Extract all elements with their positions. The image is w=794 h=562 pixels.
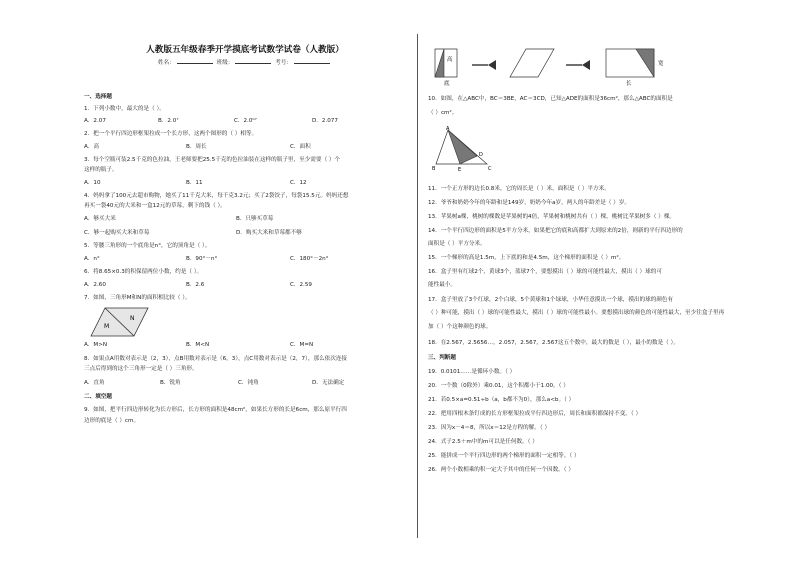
q1-option-d[interactable]: D．2.077 (312, 118, 338, 124)
section-judge-heading: 三、判断题 (428, 355, 456, 361)
q10-line2: （ ）cm²。 (428, 110, 458, 116)
q10-triangle-figure (432, 126, 492, 172)
q6-option-a[interactable]: A．2.60 (84, 282, 106, 288)
q4-stem: 4．妈妈拿了100元去超市购物，她买了11千克大米，每千克3.2元；买了2袋饺子，每袋15.5元。妈妈还想 (84, 193, 349, 199)
q13: 13．苹果树a棵，桃树的棵数是苹果树的4倍，苹果树和桃树共有（ ）棵，桃树比苹果树多（ ）棵。 (428, 214, 676, 220)
q9-line2: 边形的底是（ ）cm。 (84, 418, 140, 424)
q19: 19．0.0101……是循环小数。（ ） (428, 369, 516, 375)
q25: 25．能拼成一个平行四边形的两个梯形的面积一定相等。（ ） (428, 453, 580, 459)
q14-line1: 14．一个平行四边形的面积是5平方分米，如果把它的底和高都扩大到原来的2倍，则新的平行四边形的 (428, 228, 683, 234)
q8-option-b[interactable]: B．锐角 (160, 380, 181, 386)
q5-stem: 5．等腰三角形的一个底角是n°，它的顶角是（ ）。 (84, 243, 211, 249)
id-label: 考号： (275, 60, 292, 66)
q9-label-height: 高 (447, 57, 453, 63)
q4-option-c[interactable]: C．够一起购买大米和草莓 (84, 230, 150, 236)
q26: 26．两个小数相乘的积一定大于其中的任何一个因数。（ ） (428, 467, 574, 473)
q10-label-c: C (488, 166, 492, 172)
q17-line2: （ ）种可能，摸出（ ）球的可能性最大，摸出（ ）球的可能性最小。要想摸出球的颜色的可能性最大，至少往盒子里再 (428, 310, 725, 316)
q9-arrow-head-2 (582, 60, 590, 70)
q10-label-d: D (479, 152, 483, 158)
student-info-line (84, 58, 406, 66)
id-blank[interactable] (294, 58, 330, 64)
q7-label-m: M (104, 323, 110, 330)
q1-option-c[interactable]: C．2.0⁰⁷ (234, 118, 257, 124)
q4-option-d[interactable]: D．购买大米和草莓都不够 (236, 230, 302, 236)
q2-option-a[interactable]: A．高 (84, 144, 100, 150)
q2-stem: 2．把一个平行四边形框架拉成一个长方形，这两个图形的（ ）相等。 (84, 131, 258, 137)
q9-parallelogram-mid (510, 49, 554, 77)
q9-figure (430, 47, 680, 87)
q8-stem: 8．如果点A用数对表示是（2，3），点B用数对表示是（6，3），点C用数对表示是（2，7），那么依次连接 (84, 356, 348, 362)
name-blank[interactable] (177, 58, 213, 64)
q8-option-d[interactable]: D．无法确定 (312, 380, 345, 386)
q1-option-a[interactable]: A．2.07 (84, 118, 106, 124)
q3-option-c[interactable]: C．12 (290, 180, 307, 186)
q4-option-a[interactable]: A．够买大米 (84, 216, 116, 222)
q22: 22．把用四根木条钉成的长方形框架拉成平行四边形后，周长和面积都保持不变。（ ） (428, 411, 642, 417)
q10-label-b: B (432, 166, 436, 172)
q11: 11．一个正方形的边长0.8米，它的周长是（ ）米，面积是（ ）平方米。 (428, 186, 610, 192)
q5-option-b[interactable]: B．90°－n° (186, 256, 218, 262)
q10-label-e: E (458, 167, 462, 172)
q8-option-a[interactable]: A．直角 (84, 380, 105, 386)
class-blank[interactable] (235, 58, 271, 64)
q10-label-a: A (446, 126, 450, 132)
q6-stem: 6．将8.65×0.3的积保留两位小数，约是（ ）。 (84, 269, 203, 275)
q9-line1: 9．如图，把平行四边形转化为长方形后，长方形的面积是48cm²，如果长方形的长是6cm，那么原平行四 (84, 407, 347, 413)
q3-option-b[interactable]: B．11 (186, 180, 203, 186)
page-title: 人教版五年级春季开学摸底考试数学试卷（人教版） (146, 45, 344, 55)
q9-arrow-head-1 (488, 60, 496, 70)
q7-triangle-figure (90, 306, 150, 338)
q16-line2: 能性最小。 (428, 282, 456, 288)
q9-label-base: 底 (444, 81, 450, 87)
q1-option-b[interactable]: B．2.0⁷ (158, 118, 179, 124)
q7-option-a[interactable]: A．M>N (84, 342, 108, 348)
q5-option-a[interactable]: A．n° (84, 256, 100, 262)
q2-option-c[interactable]: C．面积 (290, 144, 311, 150)
column-divider (417, 34, 418, 538)
q1-stem: 1．下列小数中，最大的是（ ）。 (84, 106, 165, 112)
q7-option-c[interactable]: C．M=N (290, 342, 314, 348)
q18: 18．在2.567，2.5656…，2.057，2.56̇7̇，2.5̇6̇7̇这五个数中，最大的数是（ ），最小的数是（ ）。 (428, 340, 679, 346)
q3-option-a[interactable]: A．10 (84, 180, 101, 186)
q17-line3: 加（ ）个这种颜色的球。 (428, 324, 492, 330)
q8-option-c[interactable]: C．钝角 (238, 380, 259, 386)
q17-line1: 17．盒子里放了3个红球，2个白球，5个黄球和1个绿球，小华任意摸出一个球，摸出的球的颜色有 (428, 297, 674, 303)
section-choice-heading: 一、选择题 (84, 94, 112, 100)
q4-option-b[interactable]: B．只够买草莓 (236, 216, 274, 222)
q8-stem-cont: 三点后得到的这个三角形一定是（ ）三角形。 (84, 366, 198, 372)
section-fill-heading: 二、填空题 (84, 394, 112, 400)
q20: 20．一个数（0除外）乘0.01，这个积都小于1.00。（ ） (428, 383, 569, 389)
q6-option-b[interactable]: B．2.6 (186, 282, 205, 288)
q15: 15．一个梯形的高是1.5m，上下底的和是4.5m，这个梯形的面积是（ ）m²。 (428, 255, 625, 261)
q16-line1: 16．盒子里有红球2个，黄球3个，蓝球7个，要想摸出（ ）球的可能性最大，摸出（ ）球的可 (428, 269, 662, 275)
q4-stem-cont: 再买一袋40元的大米和一盒12元的草莓，剩下的钱（ ）。 (84, 203, 226, 209)
class-label: 班级： (216, 60, 234, 66)
q24: 24．式子2.5＋m中的m可以是任何数。（ ） (428, 439, 538, 445)
q7-option-b[interactable]: B．M<N (186, 342, 210, 348)
q12: 12．爷爷和奶奶今年的年龄和是149岁，奶奶今年a岁，两人的年龄差是（ ）岁。 (428, 200, 631, 206)
q6-option-c[interactable]: C．2.59 (290, 282, 312, 288)
q10-line1: 10．如图，在△ABC中，BC＝3BE，AC＝3CD，已知△ADE的面积是36cm²，那么△ABC的面积是 (428, 96, 673, 102)
q3-stem: 3．每个空瓶可装2.5千克的色拉油，王老师要把25.5千克的色拉油装在这样的瓶子里，至少需要（ ）个 (84, 157, 341, 163)
q23: 23．因为x－4＝8，所以x＝12是方程的解。（ ） (428, 425, 551, 431)
q5-option-c[interactable]: C．180°－2n° (290, 256, 329, 262)
q3-stem-cont: 这样的瓶子。 (84, 167, 118, 173)
q14-line2: 面积是（ ）平方分米。 (428, 241, 486, 247)
q7-stem: 7．如图，三角形M和N的面积相比较（ ）。 (84, 295, 191, 301)
q9-label-width: 宽 (658, 61, 664, 67)
name-label: 姓名： (158, 60, 175, 66)
q2-option-b[interactable]: B．周长 (186, 144, 207, 150)
q9-label-length: 长 (626, 81, 632, 87)
q7-label-n: N (130, 315, 135, 322)
q21: 21．若0.5×a=0.51÷b（a，b都不为0），那么a<b。（ ） (428, 397, 575, 403)
